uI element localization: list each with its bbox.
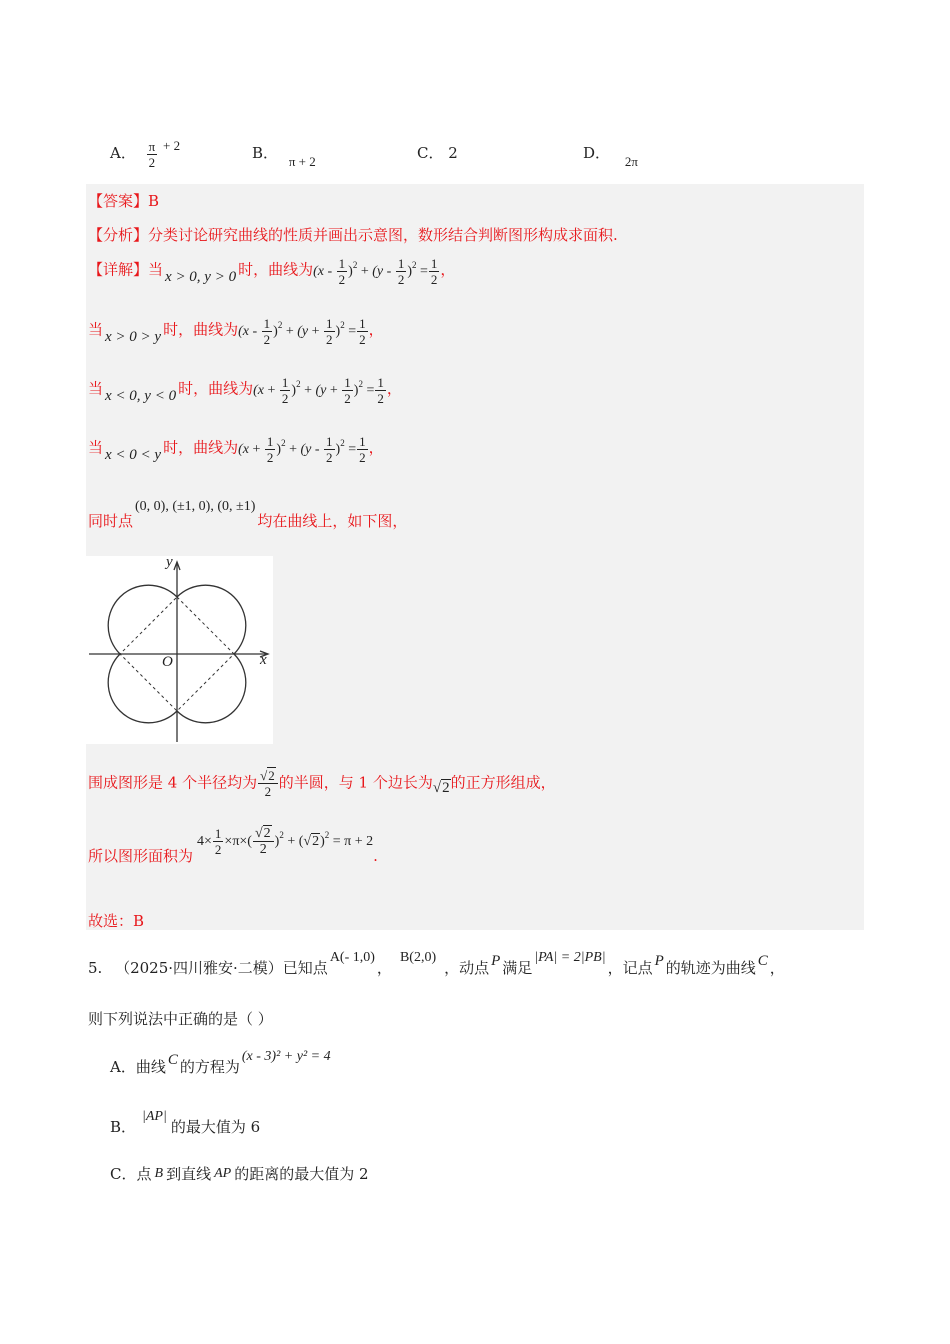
option-d	[583, 142, 638, 169]
case-3-condition: x < 0, y < 0	[105, 387, 177, 404]
point-a: A(- 1,0)	[329, 950, 375, 965]
option-b-label: B．	[252, 144, 279, 162]
case-4-mid: 时，曲线为	[163, 438, 239, 457]
case-4-condition: x < 0 < y	[105, 446, 162, 463]
case-3-mid: 时，曲线为	[178, 379, 254, 398]
answer-line: 【答案】B	[88, 192, 160, 210]
option-d-label: D．	[583, 144, 611, 162]
moving-point-pre: ，动点	[444, 959, 490, 977]
points-math: (0, 0), (±1, 0), (0, ±1)	[135, 499, 256, 514]
detail-case-1: 【详解】当 x > 0, y > 0 时，曲线为(x - $\frac{1}{2}$ )$^2$ + (y - $\frac{1}{2}$ )$^2$ = $\frac{1}{2}$ ，	[88, 256, 456, 287]
q5-option-c-label: C．	[110, 1165, 137, 1183]
q5-option-a-pre: 曲线	[135, 1058, 166, 1076]
case-2-mid: 时，曲线为	[163, 320, 239, 339]
option-a-num: π	[148, 138, 156, 154]
question-5-line-2: 则下列说法中正确的是（ ）	[88, 1010, 273, 1028]
option-a	[110, 128, 180, 170]
detail-case-4: 当 x < 0 < y 时，曲线为(x + $\frac{1}{2}$ )$^2$ + (y - $\frac{1}{2}$ )$^2$ = $\frac{1}{2}$ ，	[88, 434, 384, 465]
figure-y-label: y	[166, 554, 173, 570]
analysis-line	[88, 224, 618, 245]
var-p: P	[491, 953, 501, 969]
area-line	[88, 826, 378, 865]
semicircle-pre: 围成图形是 4 个半径均为	[88, 773, 258, 792]
area-equation: 4× $\frac{1}{2}$ ×π×( $\frac{√2}{2}$ )$^2 + (√2)^2 = \pi + 2$	[197, 826, 374, 857]
q5-option-c-pre: 点	[136, 1165, 152, 1183]
q5-option-a-label: A．	[110, 1058, 136, 1076]
detail-case-3: 当 x < 0, y < 0 时，曲线为(x + $\frac{1}{2}$ )$^2$ + (y + $\frac{1}{2}$ )$^2$ = $\frac{1}{2}$ ，	[88, 375, 402, 406]
question-5-source: （2025·四川雅安·二模）已知点	[115, 959, 328, 977]
q5-option-c-mid: 到直线	[166, 1165, 212, 1183]
case-3-pre: 当	[88, 379, 104, 398]
analysis-tag: 【分析】	[88, 226, 149, 244]
case-1-equation: (x - $\frac{1}{2}$ )$^2$ + (y - $\frac{1}{2}$ )$^2$ = $\frac{1}{2}$	[313, 256, 438, 287]
option-c-value: 2	[448, 144, 458, 162]
option-b	[252, 142, 316, 169]
case-4-pre: 当	[88, 438, 104, 457]
points-pre: 同时点	[88, 512, 134, 530]
var-p-2: P	[654, 953, 664, 969]
point-b: B(2,0)	[399, 950, 437, 965]
q5-option-b-label: B．	[110, 1118, 137, 1136]
option-c-label: C．	[417, 144, 444, 162]
radius-fraction: $\frac{√2}{2}$	[258, 768, 278, 799]
detail-case-2: 当 x > 0 > y 时，曲线为(x - $\frac{1}{2}$ )$^2$ + (y + $\frac{1}{2}$ )$^2$ = $\frac{1}{2}$ ，	[88, 316, 384, 347]
satisfy-text: 满足	[502, 959, 533, 977]
distance-condition: |PA| = 2|PB|	[534, 950, 606, 965]
side-length: √2	[432, 779, 450, 796]
case-2-pre: 当	[88, 320, 104, 339]
case-2-condition: x > 0 > y	[105, 328, 162, 345]
case-1-pre: 当	[148, 260, 164, 279]
q5-option-b-math: |AP|	[142, 1109, 167, 1124]
q5-option-c-ap: AP	[214, 1166, 232, 1181]
option-a-den: 2	[148, 154, 156, 170]
semicircle-mid: 的半圆，与 1 个边长为	[278, 773, 433, 792]
q5-option-b-post: 的最大值为 6	[170, 1118, 261, 1136]
locus-mid: 的轨迹为曲线	[665, 959, 756, 977]
case-1-mid: 时，曲线为	[238, 260, 314, 279]
semicircle-post: 的正方形组成，	[450, 773, 556, 792]
q5-option-a-equation: (x - 3)² + y² = 4	[241, 1049, 331, 1064]
area-pre: 所以图形面积为	[88, 846, 194, 865]
locus-pre: ，记点	[607, 959, 653, 977]
points-line	[88, 499, 408, 531]
detail-tag: 【详解】	[88, 260, 149, 279]
question-5-number: 5.	[88, 959, 103, 977]
curve-figure	[86, 556, 273, 744]
case-2-equation: (x - $\frac{1}{2}$ )$^2$ + (y + $\frac{1}{2}$ )$^2$ = $\frac{1}{2}$	[238, 316, 366, 347]
q5-option-a-c: C	[167, 1052, 178, 1068]
q5-option-c-b: B	[154, 1166, 164, 1181]
four-leaf-curve-diagram	[86, 556, 273, 744]
q5-option-a-mid: 的方程为	[179, 1058, 240, 1076]
option-d-value: 2π	[624, 154, 638, 169]
q5-option-b[interactable]	[110, 1109, 261, 1137]
option-a-label: A．	[110, 144, 136, 162]
analysis-text: 分类讨论研究曲线的性质并画出示意图，数形结合判断图形构成求面积.	[148, 226, 618, 244]
option-b-value: π + 2	[288, 154, 316, 169]
area-post: .	[373, 846, 378, 865]
curve-c: C	[757, 953, 768, 969]
case-3-equation: (x + $\frac{1}{2}$ )$^2$ + (y + $\frac{1}{2}$ )$^2$ = $\frac{1}{2}$	[253, 375, 384, 406]
question-5-line-1: 5. （2025·四川雅安·二模）已知点A(- 1,0)，B(2,0)，动点 P 满足|PA| = 2|PB|，记点 P 的轨迹为曲线 C ，	[88, 950, 785, 977]
figure-origin-label: O	[162, 654, 173, 670]
option-a-fraction	[147, 139, 158, 170]
option-c	[417, 142, 458, 163]
option-a-rest: + 2	[162, 138, 181, 153]
q5-option-a[interactable]	[110, 1049, 331, 1077]
q5-option-c[interactable]	[110, 1163, 369, 1184]
case-4-equation: (x + $\frac{1}{2}$ )$^2$ + (y - $\frac{1}{2}$ )$^2$ = $\frac{1}{2}$	[238, 434, 366, 465]
figure-x-label: x	[260, 652, 267, 668]
case-1-condition: x > 0, y > 0	[165, 268, 237, 285]
points-post: 均在曲线上，如下图，	[257, 512, 408, 530]
q5-option-c-post: 的距离的最大值为 2	[234, 1165, 369, 1183]
semicircle-line	[88, 768, 556, 799]
choice-line: 故选：B	[88, 912, 145, 930]
